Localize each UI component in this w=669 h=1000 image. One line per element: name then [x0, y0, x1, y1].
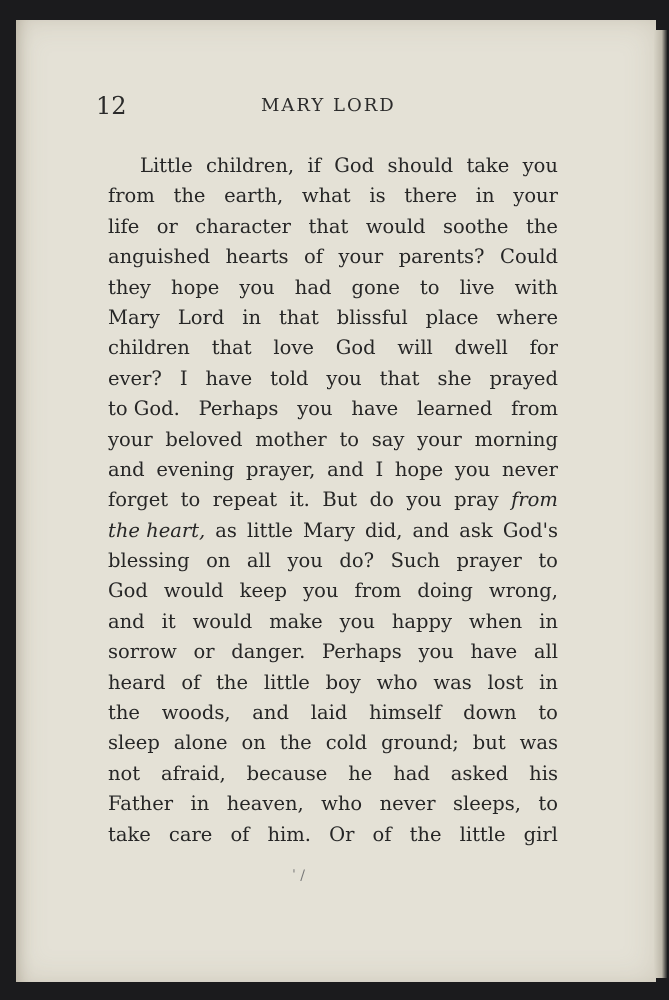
word: asked	[450, 761, 509, 785]
word: would	[365, 214, 426, 238]
word: Perhaps	[321, 640, 402, 664]
word: the	[409, 822, 442, 846]
word: was	[433, 670, 472, 694]
word: cold	[325, 731, 368, 755]
word: your	[513, 184, 558, 208]
word: it	[161, 609, 176, 633]
word: children	[108, 336, 190, 360]
word: you	[406, 488, 442, 512]
word: would	[163, 579, 224, 603]
word: heard	[108, 670, 166, 694]
word: there	[404, 184, 458, 208]
word: take	[108, 822, 151, 846]
word: do?	[339, 549, 375, 573]
word: dwell	[454, 336, 508, 360]
word: laid	[310, 701, 348, 725]
word: you	[303, 579, 339, 603]
word: you	[454, 457, 491, 481]
text-line	[108, 759, 558, 789]
word: of	[304, 245, 323, 269]
word: hearts	[225, 245, 289, 269]
word: had	[393, 761, 430, 785]
word: and	[108, 609, 145, 633]
word: I	[179, 366, 188, 390]
word: have	[205, 366, 253, 390]
word: earth,	[224, 184, 284, 208]
word: as	[215, 518, 237, 542]
text-line	[108, 607, 558, 637]
word: Perhaps	[198, 397, 279, 421]
word: you	[522, 154, 558, 177]
word: who	[376, 670, 418, 694]
word: make	[269, 609, 323, 633]
word: forget	[108, 488, 169, 512]
word: his	[529, 761, 558, 785]
word: God	[335, 336, 376, 360]
word: your	[338, 245, 384, 269]
word: sleep	[108, 731, 160, 755]
word: told	[270, 366, 309, 390]
text-line	[108, 333, 558, 363]
word: sleeps,	[452, 792, 521, 816]
word: take	[466, 154, 510, 177]
word: and	[412, 518, 450, 542]
word: life	[108, 214, 140, 238]
running-title: MARY LORD	[261, 95, 396, 116]
text-line	[108, 546, 558, 576]
word: evening	[156, 457, 235, 481]
printer-mark: ˈ /	[292, 868, 306, 884]
word: ask	[459, 518, 493, 542]
word: to	[419, 275, 440, 299]
word: Lord	[177, 305, 225, 329]
word: himself	[369, 701, 442, 725]
word: hope	[394, 457, 444, 481]
word: prayer,	[246, 457, 316, 481]
word: girl	[523, 822, 558, 846]
text-line	[108, 576, 558, 606]
word: from	[511, 397, 558, 421]
word: and	[327, 457, 364, 481]
word: if	[307, 154, 321, 177]
word: ever?	[108, 366, 162, 390]
word: to	[538, 792, 558, 816]
word: is	[369, 184, 386, 208]
word: say	[371, 427, 405, 451]
word: of	[181, 670, 201, 694]
word: what	[301, 184, 351, 208]
word: never	[501, 457, 558, 481]
page-header	[96, 86, 436, 126]
page-number: 12	[96, 92, 127, 120]
word: should	[387, 154, 454, 177]
word: little	[247, 518, 293, 542]
word: blissful	[336, 305, 408, 329]
word: that	[308, 214, 349, 238]
word: do	[369, 488, 394, 512]
word: all	[533, 640, 558, 664]
word: alone	[173, 731, 228, 755]
word: or	[193, 640, 215, 664]
word: in	[539, 670, 558, 694]
word: was	[519, 731, 558, 755]
word: not	[108, 761, 141, 785]
word: to	[538, 549, 558, 573]
text-line	[108, 303, 558, 333]
word: the	[279, 731, 312, 755]
word: live	[459, 275, 495, 299]
text-line	[108, 151, 558, 181]
word: hope	[171, 275, 220, 299]
word: repeat	[212, 488, 278, 512]
word: to	[538, 701, 558, 725]
word: to	[180, 488, 201, 512]
word: in	[190, 792, 210, 816]
body-text	[108, 151, 558, 850]
word: little	[459, 822, 506, 846]
word: you	[326, 366, 362, 390]
word: that	[379, 366, 420, 390]
word: your	[417, 427, 462, 451]
word: little	[263, 670, 310, 694]
text-line	[108, 485, 558, 515]
word: prayer	[456, 549, 522, 573]
word: from	[511, 488, 558, 512]
word: you	[287, 549, 323, 573]
text-line	[108, 637, 558, 667]
word: to	[339, 427, 360, 451]
word: I	[375, 457, 384, 481]
word: Such	[390, 549, 440, 573]
word: But	[322, 488, 358, 512]
word: mother	[255, 427, 327, 451]
word: danger.	[231, 640, 306, 664]
word: heaven,	[226, 792, 304, 816]
word: the	[108, 701, 140, 725]
word: gone	[351, 275, 400, 299]
word: care	[168, 822, 213, 846]
word: and	[108, 457, 145, 481]
word: children,	[206, 154, 295, 177]
word: the	[173, 184, 206, 208]
text-line	[108, 242, 558, 272]
text-line	[108, 425, 558, 455]
word: doing	[417, 579, 473, 603]
word: the heart,	[108, 518, 206, 542]
text-line	[108, 273, 558, 303]
word: the	[525, 214, 558, 238]
word: your	[108, 427, 153, 451]
word: on	[206, 549, 231, 573]
word: would	[192, 609, 253, 633]
word: or	[156, 214, 178, 238]
word: anguished	[108, 245, 211, 269]
text-line	[108, 728, 558, 758]
word: in	[539, 609, 558, 633]
word: with	[514, 275, 558, 299]
word: have	[351, 397, 399, 421]
word: learned	[417, 397, 493, 421]
word: God	[334, 154, 375, 177]
word: happy	[391, 609, 452, 633]
word: Mary	[303, 518, 355, 542]
word: all	[246, 549, 272, 573]
word: you	[418, 640, 454, 664]
text-line	[108, 516, 558, 546]
word: never	[379, 792, 436, 816]
word: place	[425, 305, 479, 329]
word: prayed	[489, 366, 558, 390]
word: that	[211, 336, 252, 360]
word: boy	[325, 670, 361, 694]
word: Or	[329, 822, 355, 846]
word: parents?	[398, 245, 485, 269]
word: and	[252, 701, 289, 725]
text-line	[108, 455, 558, 485]
word: Could	[500, 245, 558, 269]
word: Father	[108, 792, 174, 816]
word: who	[321, 792, 363, 816]
word: from	[354, 579, 402, 603]
word: blessing	[108, 549, 190, 573]
word: afraid,	[161, 761, 226, 785]
word: you	[297, 397, 333, 421]
word: keep	[239, 579, 288, 603]
word: beloved	[165, 427, 243, 451]
word: for	[529, 336, 558, 360]
word: the	[216, 670, 249, 694]
text-line	[108, 668, 558, 698]
word: wrong,	[488, 579, 558, 603]
text-line	[108, 394, 558, 424]
word: him.	[267, 822, 311, 846]
word: they	[108, 275, 151, 299]
word: had	[294, 275, 332, 299]
word: God's	[502, 518, 558, 542]
word: because	[246, 761, 328, 785]
word: God	[108, 579, 148, 603]
word: lost	[487, 670, 524, 694]
word: sorrow	[108, 640, 177, 664]
word: he	[348, 761, 373, 785]
text-line	[108, 698, 558, 728]
word: pray	[454, 488, 499, 512]
word: ground;	[381, 731, 459, 755]
word: from	[108, 184, 155, 208]
text-line	[108, 181, 558, 211]
word: you	[239, 275, 275, 299]
word: down	[463, 701, 517, 725]
word: in	[475, 184, 495, 208]
word: to God.	[108, 397, 180, 421]
word: you	[339, 609, 375, 633]
word: love	[273, 336, 314, 360]
text-line	[108, 364, 558, 394]
word: Mary	[108, 305, 160, 329]
word: of	[230, 822, 250, 846]
word: Little	[140, 154, 193, 177]
word: but	[472, 731, 506, 755]
word: on	[241, 731, 266, 755]
word: character	[195, 214, 291, 238]
word: when	[468, 609, 523, 633]
text-line	[108, 212, 558, 242]
word: soothe	[443, 214, 509, 238]
word: morning	[474, 427, 558, 451]
word: that	[278, 305, 319, 329]
word: she	[437, 366, 472, 390]
word: in	[242, 305, 262, 329]
word: it.	[289, 488, 310, 512]
word: will	[397, 336, 433, 360]
word: have	[470, 640, 518, 664]
word: did,	[365, 518, 403, 542]
text-line	[108, 789, 558, 819]
word: of	[372, 822, 392, 846]
page-edge	[654, 30, 667, 978]
word: where	[496, 305, 558, 329]
word: woods,	[161, 701, 231, 725]
text-line	[108, 820, 558, 850]
